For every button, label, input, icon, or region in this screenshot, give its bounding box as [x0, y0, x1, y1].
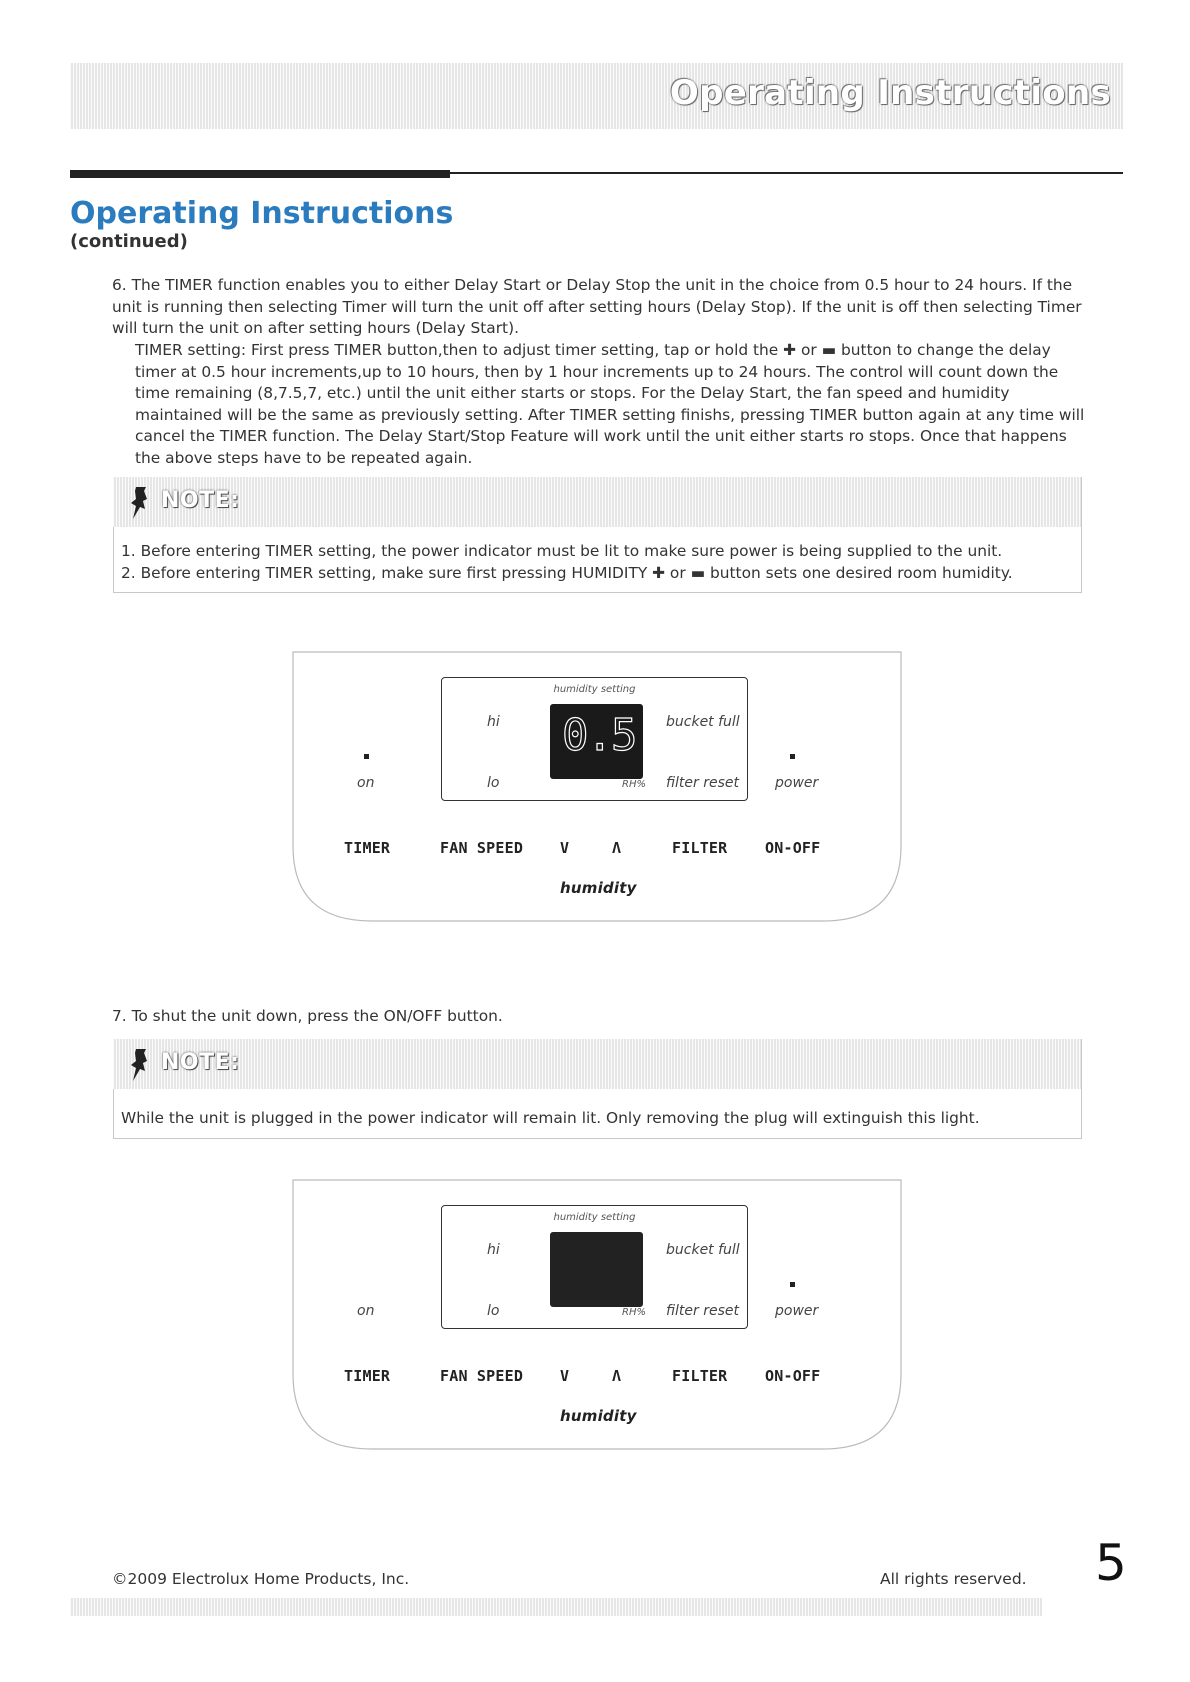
on-indicator [364, 754, 369, 759]
humidity-setting-label: humidity setting [553, 1212, 636, 1223]
header-band [70, 63, 1123, 129]
footer-rights: All rights reserved. [880, 1570, 1027, 1588]
note-2-text: While the unit is plugged in the power indicator will remain lit. Only removing the plug will extinguish this light. [121, 1109, 980, 1127]
lo-label: lo [487, 775, 500, 791]
pushpin-icon [127, 485, 153, 521]
lo-label: lo [487, 1303, 500, 1319]
power-indicator [790, 1282, 795, 1287]
humidity-label: humidity [560, 1407, 637, 1425]
step-6-timer-setting: TIMER setting: First press TIMER button,then to adjust timer setting, tap or hold the ✚ or ▬ button to change the delay timer at 0.5 hour increments,up to 10 hours, then by 1 hour increments up to 24 hours. The control will count down the time remaining (8,7.5,7, etc.) until the unit either starts or stops. For the Delay Start, the fan speed and humidity maintained will be the same as previously setting. After TIMER setting finishs, pressing TIMER button again at any time will cancel the TIMER function. The Delay Start/Stop Feature will work until the unit either starts ro stops. Once that happens the above steps have to be repeated again. [135, 341, 1085, 467]
note-label-2: NOTE: [161, 1050, 240, 1075]
on-label: on [357, 775, 375, 791]
filter-button[interactable]: FILTER [672, 839, 728, 857]
control-panel-2 [292, 1179, 902, 1451]
step-6-paragraph: 6. The TIMER function enables you to either Delay Start or Delay Stop the unit in the choice from 0.5 hour to 24 hours. If the unit is running then selecting Timer will turn the unit off after setting hours (Delay Stop). If the unit is off then selecting Timer will turn the unit on after setting hours (Delay Start). [112, 276, 1082, 337]
power-indicator [790, 754, 795, 759]
section-subtitle: (continued) [70, 231, 188, 252]
humidity-up-button[interactable]: Λ [612, 839, 622, 857]
on-off-button[interactable]: ON-OFF [765, 839, 821, 857]
fan-speed-button[interactable]: FAN SPEED [440, 839, 524, 857]
power-label: power [775, 1303, 819, 1319]
footer-copyright: ©2009 Electrolux Home Products, Inc. [112, 1570, 410, 1588]
filter-reset-label: filter reset [666, 1303, 740, 1319]
humidity-up-button[interactable]: Λ [612, 1367, 622, 1385]
note-1-item-1: 1. Before entering TIMER setting, the power indicator must be lit to make sure power is being supplied to the unit. [121, 542, 1003, 560]
note-label-1: NOTE: [161, 488, 240, 513]
on-label: on [357, 1303, 375, 1319]
humidity-label: humidity [560, 879, 637, 897]
humidity-setting-label: humidity setting [553, 684, 636, 695]
control-panel-1 [292, 651, 902, 923]
display-window [441, 1205, 748, 1329]
header-title: Operating Instructions [669, 73, 1111, 113]
filter-reset-label: filter reset [666, 775, 740, 791]
lcd-display [550, 704, 643, 779]
filter-button[interactable]: FILTER [672, 1367, 728, 1385]
note-1-item-2: 2. Before entering TIMER setting, make sure first pressing HUMIDITY ✚ or ▬ button sets one desired room humidity. [121, 564, 1013, 582]
footer-band [70, 1598, 1042, 1616]
timer-button[interactable]: TIMER [344, 839, 391, 857]
section-rule-accent [70, 170, 450, 178]
rh-label: RH% [622, 779, 646, 790]
timer-button[interactable]: TIMER [344, 1367, 391, 1385]
note-band-2 [113, 1039, 1081, 1089]
section-title: Operating Instructions [70, 196, 454, 231]
display-window [441, 677, 748, 801]
step-7-paragraph: 7. To shut the unit down, press the ON/OFF button. [112, 1007, 503, 1025]
hi-label: hi [487, 1242, 500, 1258]
humidity-down-button[interactable]: V [560, 839, 570, 857]
rh-label: RH% [622, 1307, 646, 1318]
lcd-display-off [550, 1232, 643, 1307]
note-band-1 [113, 477, 1081, 527]
lcd-value: 0.5 [562, 710, 636, 761]
humidity-down-button[interactable]: V [560, 1367, 570, 1385]
bucket-full-label: bucket full [666, 1242, 740, 1258]
hi-label: hi [487, 714, 500, 730]
fan-speed-button[interactable]: FAN SPEED [440, 1367, 524, 1385]
bucket-full-label: bucket full [666, 714, 740, 730]
pushpin-icon [127, 1047, 153, 1083]
power-label: power [775, 775, 819, 791]
page-number: 5 [1095, 1534, 1127, 1592]
on-off-button[interactable]: ON-OFF [765, 1367, 821, 1385]
